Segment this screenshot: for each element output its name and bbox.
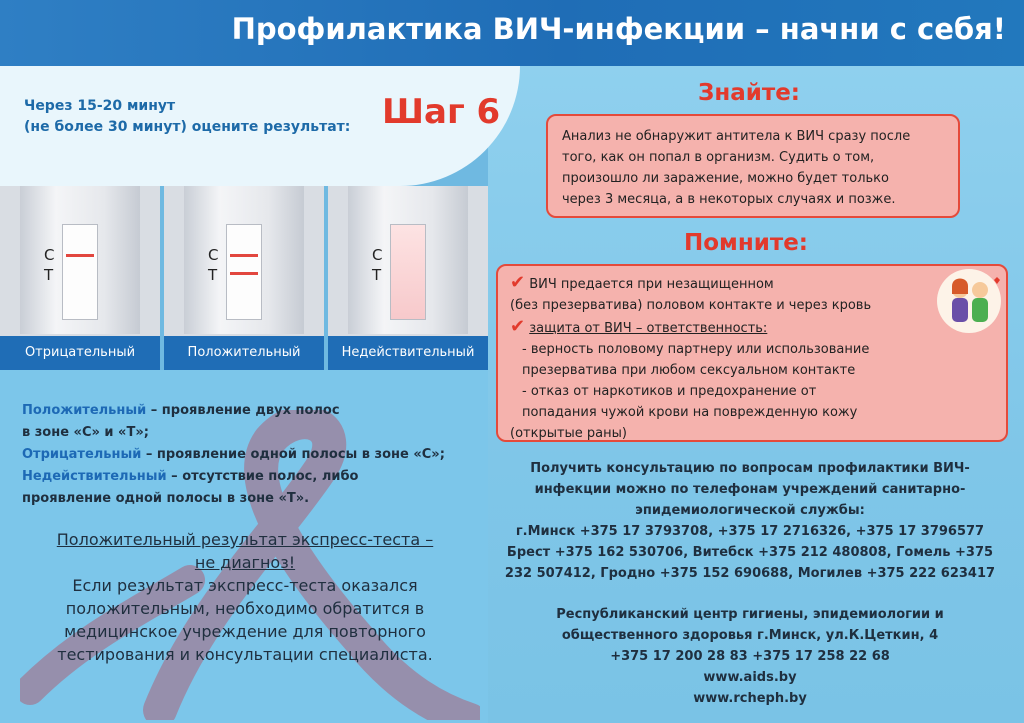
warning-heading-2: не диагноз! — [194, 553, 296, 572]
contacts-line-1: Получить консультацию по вопросам профилактики ВИЧ- — [530, 461, 970, 476]
definition-positive — [22, 400, 445, 422]
step-label: Шаг 6 — [382, 92, 501, 132]
contacts-line-2: инфекции можно по телефонам учреждений санитарно- — [534, 482, 966, 497]
term-positive: Положительный — [22, 403, 147, 418]
step-instruction — [24, 96, 350, 138]
definition-invalid — [22, 466, 445, 488]
marker-c: С — [208, 246, 219, 264]
org-line-1: Республиканский центр гигиены, эпидемиологии и — [556, 607, 944, 622]
remember-item-1-line-2: (без презерватива) половом контакте и через кровь — [510, 298, 872, 313]
warning-heading-1: Положительный результат экспресс-теста – — [56, 530, 434, 549]
marker-t: Т — [44, 266, 54, 284]
organization-info — [500, 604, 1000, 709]
test-negative — [0, 186, 160, 370]
test-caption: Положительный — [164, 336, 324, 370]
marker-c: С — [372, 246, 383, 264]
remember-sub-1-line-1: - верность половому партнеру или использование — [522, 342, 870, 357]
header-banner — [0, 0, 1024, 66]
result-definitions — [22, 400, 445, 510]
test-results — [0, 186, 488, 370]
step-instruction-line-2: (не более 30 минут) оцените результат: — [24, 119, 351, 135]
control-line — [66, 254, 94, 257]
test-invalid — [328, 186, 488, 370]
positive-text: – проявление двух полос — [146, 403, 340, 418]
know-line-1: Анализ не обнаружит антитела к ВИЧ сразу после — [562, 129, 911, 144]
org-url-rcheph[interactable]: www.rcheph.by — [693, 691, 807, 706]
org-line-2: общественного здоровья г.Минск, ул.К.Цеткин, 4 — [561, 628, 939, 643]
org-phones: +375 17 200 28 83 +375 17 258 22 68 — [610, 649, 890, 664]
warning-line-4: тестирования и консультации специалиста. — [57, 645, 433, 664]
test-positive — [164, 186, 324, 370]
warning-line-2: положительным, необходимо обратится в — [65, 599, 425, 618]
know-line-4: через 3 месяца, а в некоторых случаях и позже. — [562, 192, 896, 207]
contacts-line-6: 232 507412, Гродно +375 152 690688, Могилев +375 222 623417 — [504, 566, 996, 581]
remember-sub-1-line-2: презерватива при любом сексуальном контакте — [522, 363, 856, 378]
org-url-aids[interactable]: www.aids.by — [703, 670, 797, 685]
contacts-line-4: г.Минск +375 17 3793708, +375 17 2716326, +375 17 3796577 — [515, 524, 985, 539]
check-icon: ✔ — [510, 272, 526, 293]
test-window — [390, 224, 426, 320]
contacts-line-5: Брест +375 162 530706, Витебск +375 212 480808, Гомель +375 — [506, 545, 994, 560]
control-line — [230, 254, 258, 257]
definition-invalid-cont: проявление одной полосы в зоне «Т». — [22, 491, 310, 506]
warning-line-1: Если результат экспресс-теста оказался — [72, 576, 418, 595]
know-title: Знайте: — [698, 80, 800, 106]
positive-warning — [30, 528, 460, 666]
remember-title: Помните: — [684, 230, 808, 256]
test-line — [230, 272, 258, 275]
remember-sub-2-line-1: - отказ от наркотиков и предохранение от — [522, 384, 817, 399]
marker-t: Т — [372, 266, 382, 284]
contacts-line-3: эпидемиологической службы: — [635, 503, 865, 518]
consultation-contacts — [500, 458, 1000, 584]
know-box — [546, 114, 960, 218]
couple-illustration-icon — [930, 268, 1008, 334]
definition-negative — [22, 444, 445, 466]
marker-c: С — [44, 246, 55, 264]
marker-t: Т — [208, 266, 218, 284]
term-invalid: Недействительный — [22, 469, 167, 484]
test-window — [62, 224, 98, 320]
know-line-2: того, как он попал в организм. Судить о том, — [562, 150, 875, 165]
negative-text: – проявление одной полосы в зоне «С»; — [141, 447, 445, 462]
invalid-text: – отсутствие полос, либо — [166, 469, 359, 484]
page-title: Профилактика ВИЧ-инфекции – начни с себя! — [231, 12, 1006, 46]
test-caption: Недействительный — [328, 336, 488, 370]
remember-item-1-line-1: ВИЧ предается при незащищенном — [529, 277, 774, 292]
remember-sub-2-line-3: (открытые раны) — [510, 426, 627, 441]
term-negative: Отрицательный — [22, 447, 142, 462]
check-icon: ✔ — [510, 316, 526, 337]
know-line-3: произошло ли заражение, можно будет только — [562, 171, 889, 186]
test-caption: Отрицательный — [0, 336, 160, 370]
remember-sub-2-line-2: попадания чужой крови на поврежденную кожу — [522, 405, 858, 420]
definition-positive-cont: в зоне «С» и «Т»; — [22, 425, 149, 440]
step-instruction-line-1: Через 15-20 минут — [24, 98, 176, 114]
warning-line-3: медицинское учреждение для повторного — [64, 622, 426, 641]
remember-item-2-text: защита от ВИЧ – ответственность: — [529, 321, 768, 336]
